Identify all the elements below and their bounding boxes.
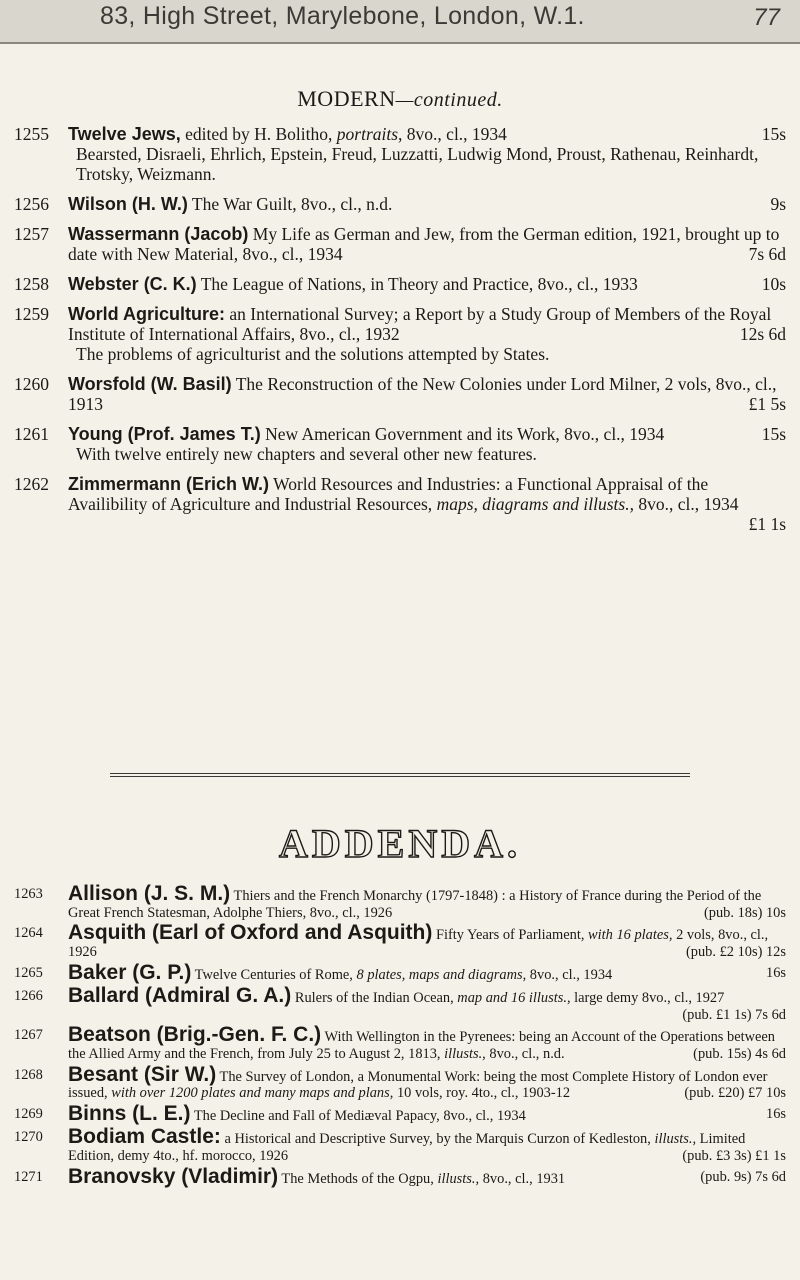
entry-number: 1259 (14, 304, 49, 324)
entry-number: 1256 (14, 194, 49, 214)
entry-description: an International Survey; a Report by a Study Group of Members of the Royal Institute of International Affairs, 8vo., cl., 1932 (68, 304, 772, 344)
catalogue-entry (14, 960, 786, 984)
entry-body (68, 983, 786, 1023)
entry-description: The Survey of London, a Monumental Work: being the most Complete History of London ever issued, (68, 1068, 768, 1102)
entry-price: 10s (761, 274, 786, 294)
entry-description-tail: 8vo., cl., n.d. (485, 1045, 565, 1062)
entry-body (68, 1023, 786, 1062)
section-continued: —continued. (395, 89, 503, 111)
entry-body (68, 374, 786, 414)
entry-number: 1260 (14, 374, 49, 394)
entry-description-italic: with 16 plates, (588, 927, 673, 944)
entry-price: 7s 6d (748, 244, 786, 264)
entry-description: With Wellington in the Pyrenees: being an Account of the Operations between the Allied Army and the French, from July 25 to August 2, 1813, (68, 1029, 776, 1062)
entry-author: Beatson (Brig.-Gen. F. C.) (68, 1023, 322, 1047)
entry-author: Asquith (Earl of Oxford and Asquith) (68, 921, 433, 945)
entry-note: With twelve entirely new chapters and several other new features. (76, 444, 537, 464)
catalogue-entry (14, 921, 786, 960)
entry-note: Bearsted, Disraeli, Ehrlich, Epstein, Freud, Luzzatti, Ludwig Mond, Proust, Rathenau, Reinhardt, Trotsky, Weizmann. (76, 144, 759, 184)
entry-number: 1262 (14, 474, 49, 494)
entry-description-tail: large demy 8vo., cl., 1927 (570, 989, 725, 1006)
catalogue-entry (14, 882, 786, 921)
entry-description: New American Government and its Work, 8vo., cl., 1934 (260, 424, 665, 444)
entry-description-italic: illusts., (444, 1045, 486, 1062)
entry-author: Besant (Sir W.) (68, 1062, 217, 1086)
entry-number: 1267 (14, 1027, 43, 1044)
catalogue-entry (14, 983, 786, 1023)
entry-author: Ballard (Admiral G. A.) (68, 983, 292, 1007)
catalogue-entry (14, 304, 786, 364)
entry-description-tail: 2 vols, 8vo., cl., 1926 (68, 927, 769, 960)
entry-author: Zimmermann (Erich W.) (68, 474, 270, 494)
page-header (0, 0, 800, 44)
entry-description-italic: illusts., (437, 1170, 480, 1187)
entry-description-italic: illusts., (654, 1131, 697, 1148)
entry-author: Young (Prof. James T.) (68, 424, 261, 444)
page-number: 77 (753, 4, 780, 31)
catalogue-entry (14, 224, 786, 264)
entry-author: Branovsky (Vladimir) (68, 1164, 279, 1188)
catalogue-entry (14, 194, 786, 214)
entry-body (68, 474, 786, 534)
entry-description-italic: portraits, (336, 124, 403, 144)
entry-body (68, 274, 786, 294)
entry-author: Baker (G. P.) (68, 960, 192, 984)
entry-price: (pub. £1 1s) 7s 6d (682, 1006, 786, 1023)
entry-price: (pub. £2 10s) 12s (685, 943, 786, 960)
entry-price: (pub. 9s) 7s 6d (700, 1168, 786, 1185)
entry-description: edited by H. Bolitho, (180, 124, 337, 144)
entry-number: 1264 (14, 925, 43, 942)
entry-description: The Decline and Fall of Mediæval Papacy, 8vo., cl., 1934 (190, 1107, 526, 1124)
entry-description-tail: 8vo., cl., 1934 (526, 966, 613, 983)
entry-body (68, 960, 786, 984)
catalogue-entry (14, 1101, 786, 1125)
entry-author: Allison (J. S. M.) (68, 882, 231, 905)
catalogue-entry (14, 474, 786, 534)
entry-description: Fifty Years of Parliament, (432, 927, 589, 944)
entry-price: 9s (770, 194, 786, 214)
entry-description: World Resources and Industries: a Functional Appraisal of the Availibility of Agriculture and Industrial Resources, (68, 474, 709, 514)
entry-description-italic: map and 16 illusts., (457, 989, 571, 1006)
header-address: 83, High Street, Marylebone, London, W.1. (100, 2, 585, 30)
entry-price: £1 1s (748, 514, 786, 534)
addenda-title: ADDENDA. (279, 821, 521, 866)
section-title-text: MODERN (297, 86, 396, 111)
entry-price: 16s (765, 1105, 786, 1122)
entry-body (68, 424, 786, 464)
entry-description: Rulers of the Indian Ocean, (291, 989, 458, 1006)
entry-number: 1265 (14, 964, 43, 981)
entry-description: The Methods of the Ogpu, (278, 1170, 438, 1187)
entry-number: 1268 (14, 1066, 43, 1083)
entry-description: My Life as German and Jew, from the German edition, 1921, brought up to date with New Material, 8vo., cl., 1934 (68, 224, 780, 264)
entry-body (68, 124, 786, 184)
entry-description: The League of Nations, in Theory and Practice, 8vo., cl., 1933 (196, 274, 638, 294)
entry-body (68, 882, 786, 921)
entry-body (68, 1164, 786, 1188)
entry-number: 1258 (14, 274, 49, 294)
entry-description-tail: 8vo., cl., 1934 (402, 124, 507, 144)
entry-author: Webster (C. K.) (68, 274, 197, 294)
catalogue-entry (14, 424, 786, 464)
entry-description-italic: 8 plates, maps and diagrams, (356, 966, 527, 983)
entry-price: (pub. 18s) 10s (703, 904, 786, 921)
entry-note: The problems of agriculturist and the solutions attempted by States. (76, 344, 550, 364)
catalogue-entry (14, 124, 786, 184)
entry-description-italic: with over 1200 plates and many maps and plans, (111, 1085, 394, 1102)
entry-author: Wassermann (Jacob) (68, 224, 249, 244)
entry-number: 1261 (14, 424, 49, 444)
entry-description: The War Guilt, 8vo., cl., n.d. (187, 194, 393, 214)
catalogue-entry (14, 1062, 786, 1102)
entry-description: a Historical and Descriptive Survey, by the Marquis Curzon of Kedleston, (220, 1131, 655, 1148)
entry-description-tail: 8vo., cl., 1934 (633, 494, 739, 514)
entry-number: 1263 (14, 886, 43, 902)
entry-price: 12s 6d (739, 324, 786, 344)
entry-price: (pub. 15s) 4s 6d (693, 1045, 786, 1062)
catalogue-entry (14, 374, 786, 414)
entry-author: Bodiam Castle: (68, 1125, 221, 1149)
entry-author: World Agriculture: (68, 304, 225, 324)
entry-number: 1271 (14, 1168, 43, 1185)
entry-author: Wilson (H. W.) (68, 194, 188, 214)
entry-price: 15s (761, 424, 786, 444)
entry-description: Twelve Centuries of Rome, (191, 966, 357, 983)
entry-description: Thiers and the French Monarchy (1797-1848) : a History of France during the Period of the Great French Statesman, Adolphe Thiers, 8vo., cl., 1926 (68, 888, 762, 921)
catalogue-entry (14, 1164, 786, 1188)
entry-description-tail: 8vo., cl., 1931 (479, 1170, 566, 1187)
entry-body (68, 224, 786, 264)
entry-price: 16s (765, 964, 786, 981)
entry-description-tail: 10 vols, roy. 4to., cl., 1903-12 (393, 1085, 571, 1102)
entry-body (68, 194, 786, 214)
entry-description: The Reconstruction of the New Colonies under Lord Milner, 2 vols, 8vo., cl., 1913 (68, 374, 777, 414)
entry-number: 1257 (14, 224, 49, 244)
entry-price: 15s (761, 124, 786, 144)
section-title (0, 86, 800, 112)
entry-author: Binns (L. E.) (68, 1101, 191, 1125)
entry-price: £1 5s (748, 394, 786, 414)
entry-author: Worsfold (W. Basil) (68, 374, 232, 394)
entry-number: 1266 (14, 987, 43, 1004)
entry-body (68, 304, 786, 364)
catalogue-entry (14, 1023, 786, 1062)
entry-author: Twelve Jews, (68, 124, 181, 144)
entry-price: (pub. £3 3s) £1 1s (682, 1147, 786, 1164)
section-divider (110, 773, 690, 777)
entry-body (68, 1101, 786, 1125)
catalogue-entry (14, 274, 786, 294)
entry-body (68, 921, 786, 960)
entry-body (68, 1125, 786, 1164)
entry-description-italic: maps, diagrams and illusts., (436, 494, 634, 514)
entry-price: (pub. £20) £7 10s (684, 1085, 786, 1102)
entry-description-tail: Limited Edition, demy 4to., hf. morocco, 1926 (68, 1131, 746, 1164)
entry-body (68, 1062, 786, 1102)
entry-number: 1269 (14, 1105, 43, 1122)
entry-number: 1255 (14, 124, 49, 144)
catalogue-entry (14, 1125, 786, 1164)
entry-number: 1270 (14, 1129, 43, 1146)
